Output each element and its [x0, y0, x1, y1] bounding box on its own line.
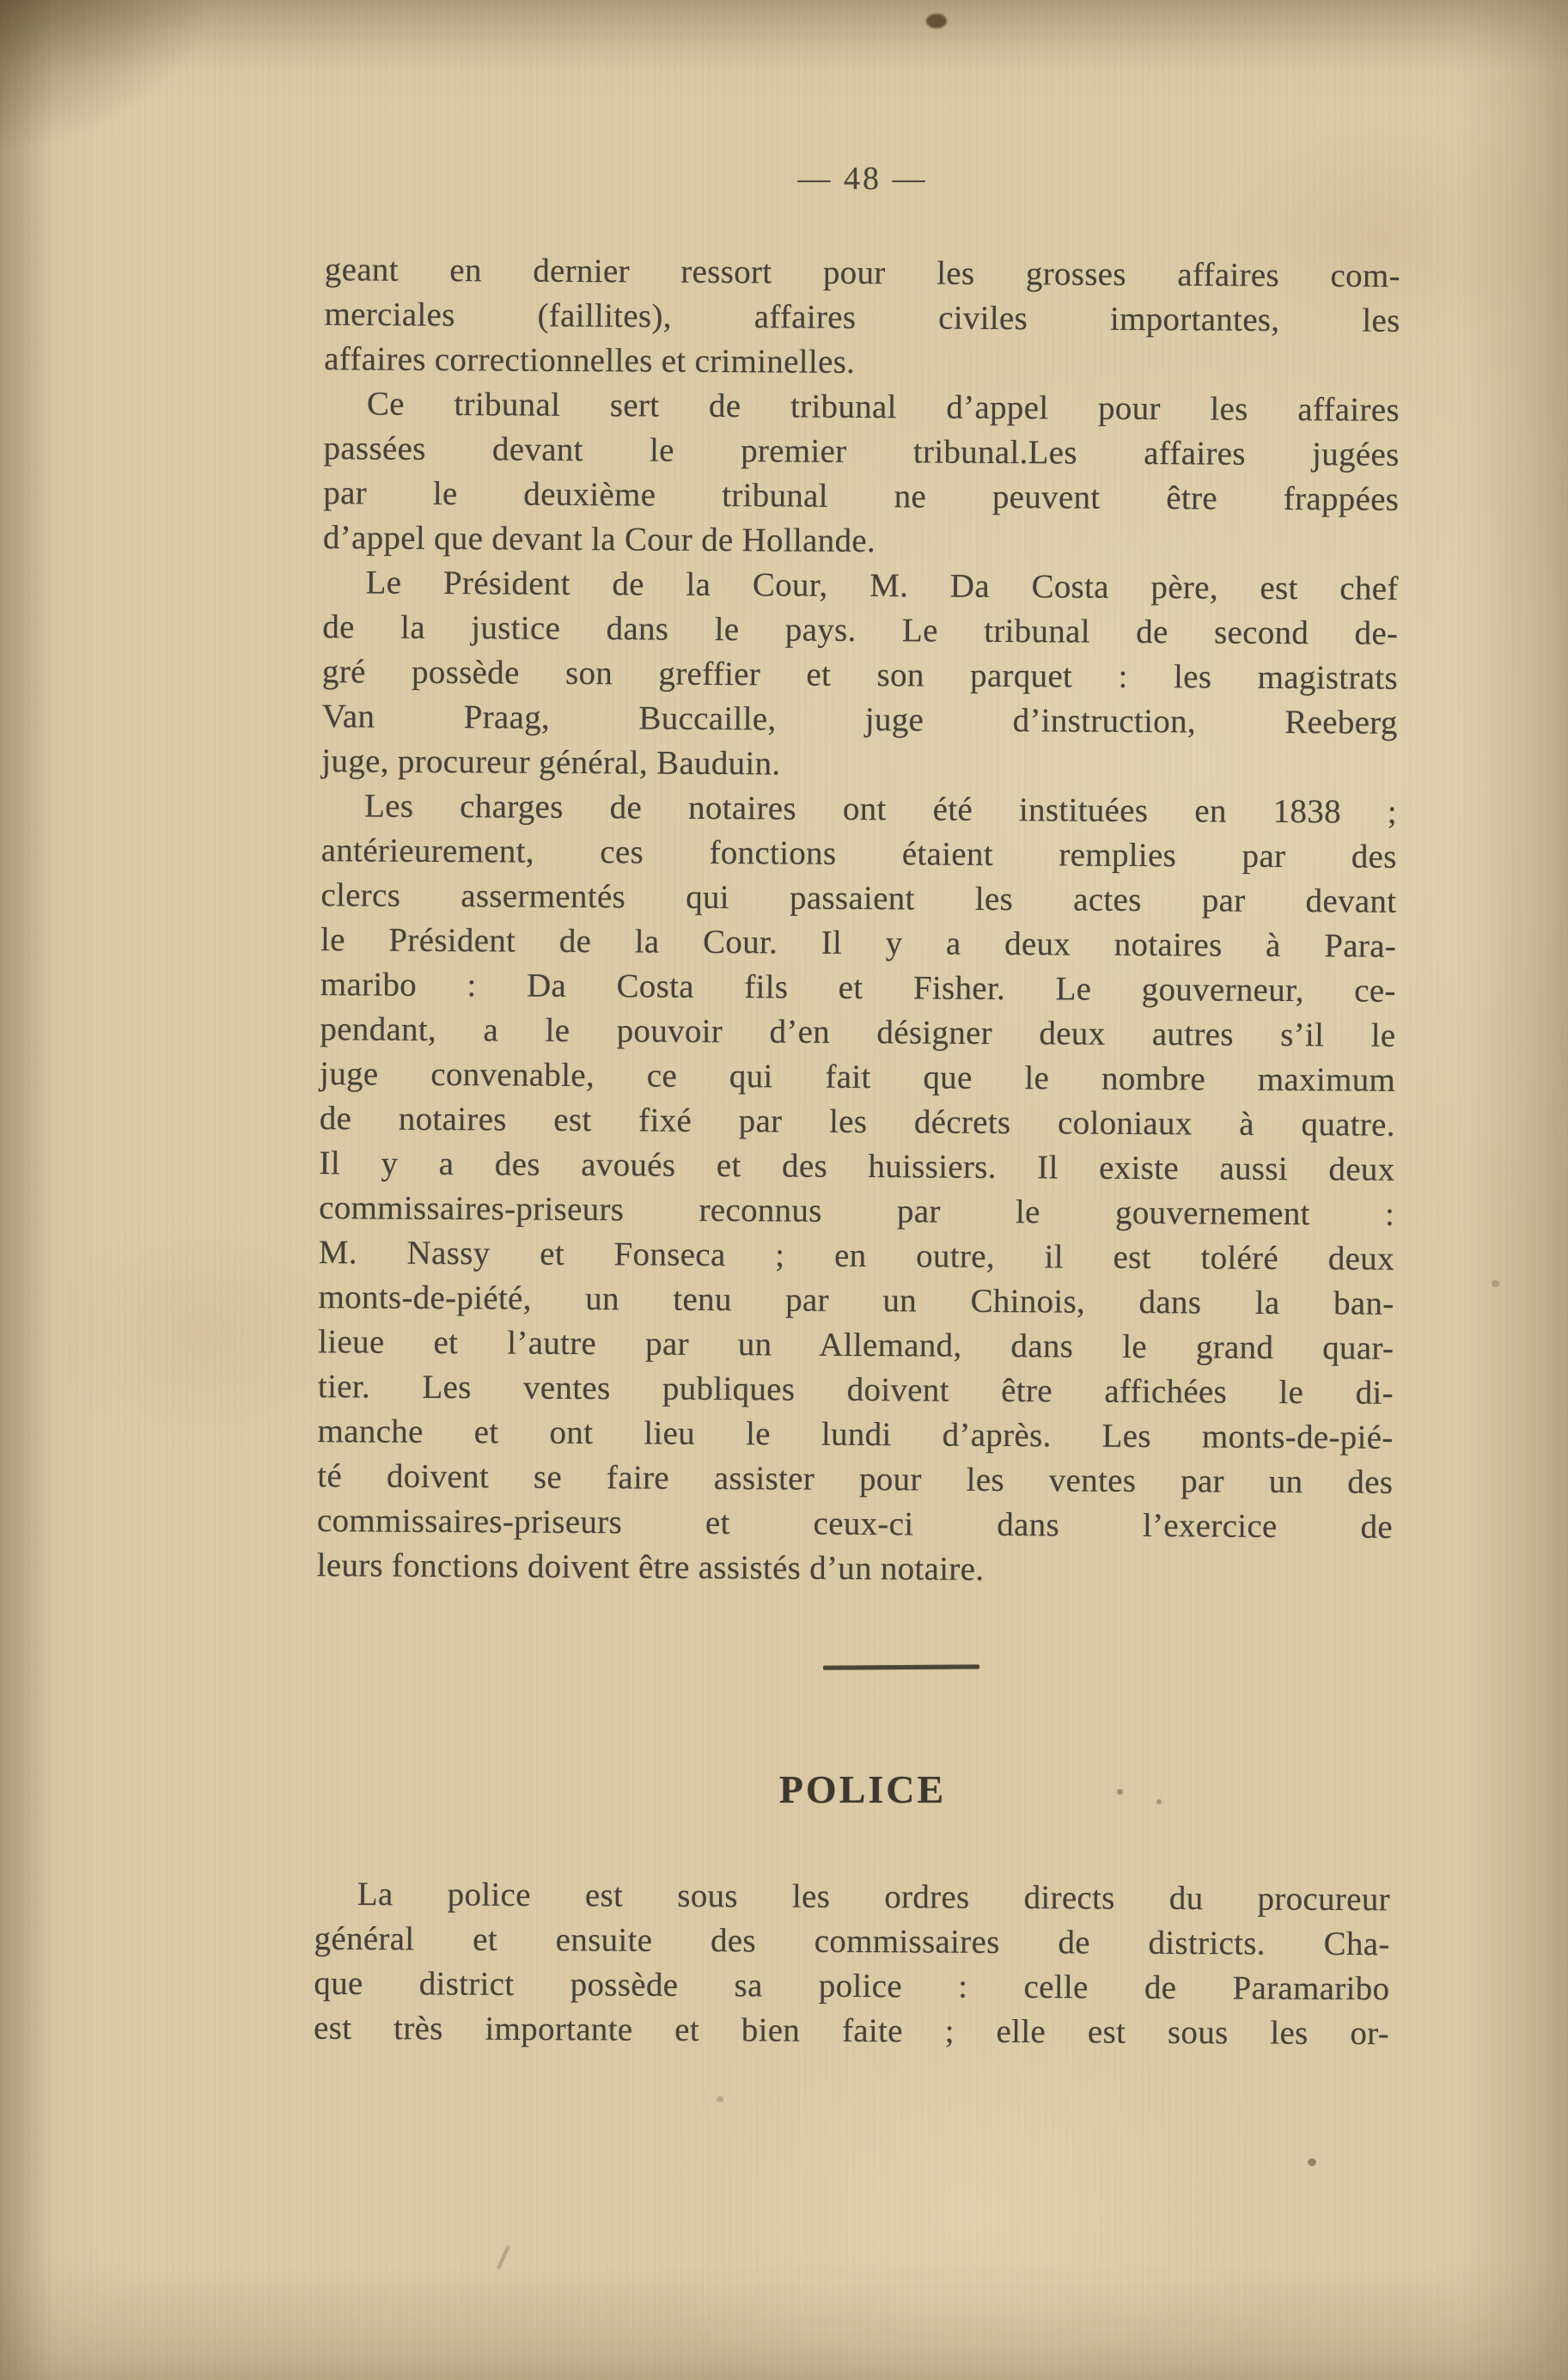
- text-line: Les charges de notaires ont été instituées en 1838 ;: [363, 787, 1398, 831]
- ink-speck: [497, 2244, 510, 2269]
- paragraph-notaires: [316, 784, 1397, 1595]
- text-line: gré possède son greffier et son parquet : les magistrats: [321, 653, 1399, 697]
- text-line: est très importante et bien faite ; elle est sous les or-: [313, 2009, 1390, 2053]
- text-line: passées devant le premier tribunal.Les affaires jugées: [323, 430, 1400, 473]
- text-line: manche et ont lieu le lundi d’après. Les monts-de-pié-: [317, 1413, 1394, 1456]
- paragraph-tribunal-appel: [323, 381, 1400, 567]
- text-line: tier. Les ventes publiques doivent être affichées le di-: [317, 1368, 1394, 1412]
- text-line: geant en dernier ressort pour les grosses affaires com-: [324, 251, 1400, 295]
- text-line: monts-de-piété, un tenu par un Chinois, dans la ban-: [318, 1278, 1394, 1322]
- page-number: — 48 —: [797, 161, 928, 197]
- text-line: té doivent se faire assister pour les ventes par un des: [317, 1457, 1394, 1501]
- text-line: juge, procureur général, Bauduin.: [321, 742, 781, 783]
- text-line: général et ensuite des commissaires de districts. Cha-: [314, 1919, 1390, 1963]
- text-line: de la justice dans le pays. Le tribunal de second de-: [322, 608, 1399, 652]
- text-line: Le Président de la Cour, M. Da Costa père, est chef: [365, 564, 1399, 607]
- main-text-column: [316, 247, 1400, 1595]
- police-text-column: [314, 1872, 1390, 2057]
- text-line: maribo : Da Costa fils et Fisher. Le gouverneur, ce-: [320, 966, 1396, 1010]
- text-line: M. Nassy et Fonseca ; en outre, il est toléré deux: [318, 1234, 1394, 1278]
- section-divider: [823, 1664, 979, 1669]
- text-line: par le deuxième tribunal ne peuvent être frappées: [323, 474, 1400, 518]
- text-line: que district possède sa police : celle de Paramaribo: [314, 1964, 1390, 2008]
- paragraph-president-cour: [321, 560, 1399, 790]
- text-line: d’appel que devant la Cour de Hollande.: [322, 519, 876, 560]
- text-line: clercs assermentés qui passaient les actes par devant: [320, 876, 1397, 920]
- paragraph-continuation: [324, 247, 1400, 388]
- text-line: lieue et l’autre par un Allemand, dans le grand quar-: [318, 1323, 1394, 1367]
- text-line: juge convenable, ce qui fait que le nombre maximum: [320, 1055, 1396, 1099]
- ink-speck: [717, 2096, 723, 2102]
- ink-speck: [1308, 2158, 1316, 2166]
- text-line: pendant, a le pouvoir d’en désigner deux autres s’il le: [320, 1010, 1396, 1054]
- text-line: affaires correctionnelles et criminelles.: [324, 340, 856, 381]
- paragraph-police: [314, 1872, 1390, 2057]
- section-title: POLICE: [778, 1767, 947, 1811]
- text-line: La police est sous les ordres directs du procureur: [357, 1875, 1390, 1919]
- ink-stain: [926, 14, 947, 28]
- text-line: merciales (faillites), affaires civiles importantes, les: [324, 296, 1400, 339]
- ink-speck: [1492, 1280, 1499, 1287]
- text-line: Il y a des avoués et des huissiers. Il existe aussi deux: [319, 1144, 1395, 1188]
- text-line: Van Praag, Buccaille, juge d’instruction, Reeberg: [321, 698, 1398, 741]
- text-line: de notaires est fixé par les décrets coloniaux à quatre.: [319, 1100, 1395, 1144]
- text-line: Ce tribunal sert de tribunal d’appel pour les affaires: [366, 385, 1400, 429]
- text-line: commissaires-priseurs reconnus par le gouvernement :: [319, 1189, 1395, 1233]
- text-line: leurs fonctions doivent être assistés d’un notaire.: [316, 1547, 985, 1588]
- text-line: commissaires-priseurs et ceux-ci dans l’exercice de: [316, 1502, 1394, 1546]
- text-line: antérieurement, ces fonctions étaient remplies par des: [320, 832, 1397, 876]
- text-line: le Président de la Cour. Il y a deux notaires à Para-: [320, 921, 1397, 965]
